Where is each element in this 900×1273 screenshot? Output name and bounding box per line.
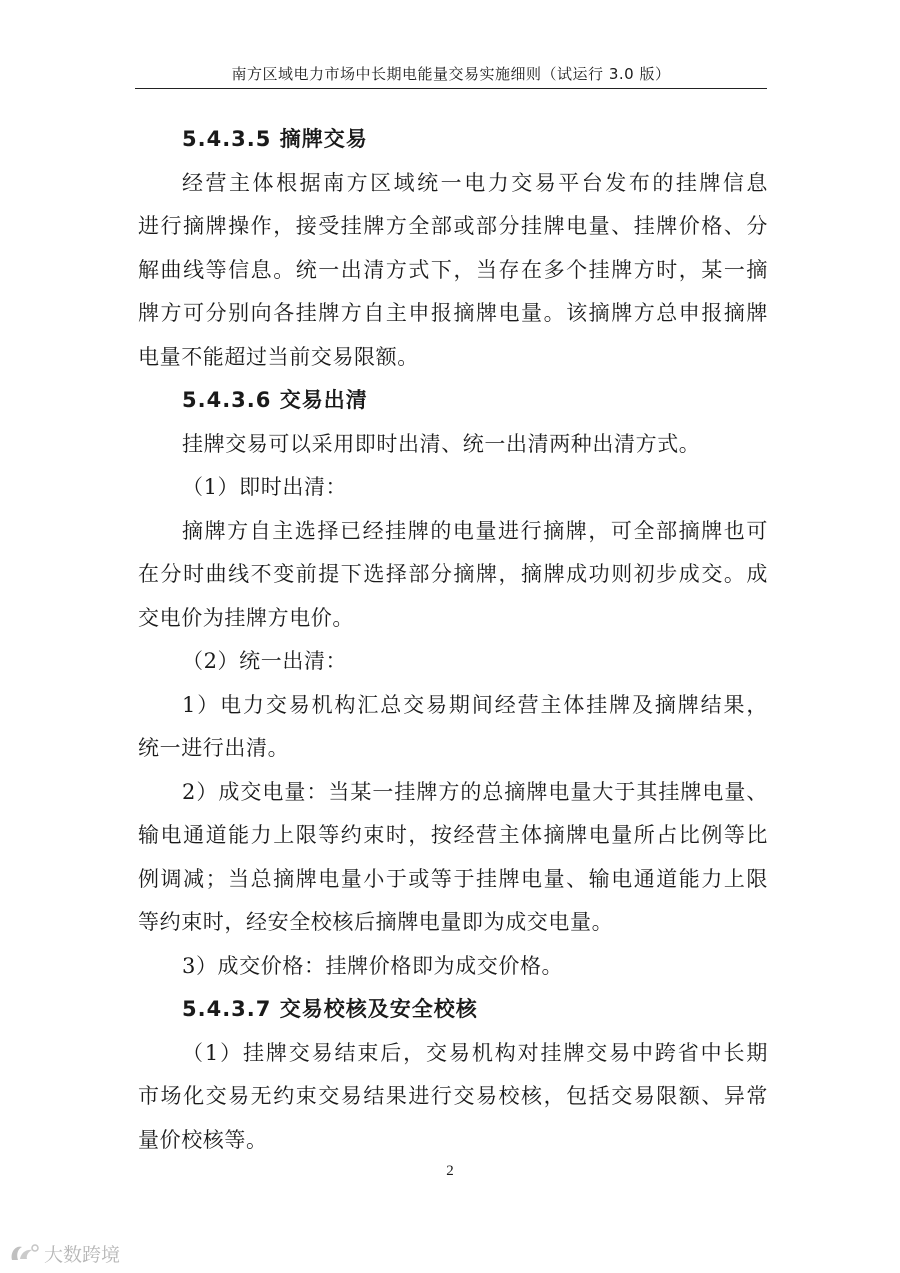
paragraph-line: 进行摘牌操作，接受挂牌方全部或部分挂牌电量、挂牌价格、分 (138, 214, 768, 238)
paragraph-line: 摘牌方自主选择已经挂牌的电量进行摘牌，可全部摘牌也可 (182, 518, 768, 543)
list-item-title: （2）统一出清： (182, 649, 348, 673)
paragraph-line: 2）成交电量：当某一挂牌方的总摘牌电量大于其挂牌电量、 (182, 779, 768, 804)
paragraph-line: 统一进行出清。 (138, 736, 290, 760)
paragraph-line: 在分时曲线不变前提下选择部分摘牌，摘牌成功则初步成交。成 (138, 562, 768, 586)
header-rule (135, 88, 767, 89)
document-body (138, 118, 768, 1162)
section-heading-5-4-3-5: 5.4.3.5 摘牌交易 (182, 127, 368, 151)
paragraph-line: （1）挂牌交易结束后，交易机构对挂牌交易中跨省中长期 (182, 1040, 768, 1065)
paragraph-line: 经营主体根据南方区域统一电力交易平台发布的挂牌信息 (182, 170, 768, 195)
watermark-text: 大数跨境 (44, 1243, 121, 1266)
paragraph-line: 市场化交易无约束交易结果进行交易校核，包括交易限额、异常 (138, 1084, 768, 1108)
paragraph-line: 牌方可分别向各挂牌方自主申报摘牌电量。该摘牌方总申报摘牌 (138, 301, 768, 325)
paragraph-line: 解曲线等信息。统一出清方式下，当存在多个挂牌方时，某一摘 (138, 257, 768, 282)
paragraph-line: 交电价为挂牌方电价。 (138, 605, 354, 630)
paragraph-line: 电量不能超过当前交易限额。 (138, 344, 419, 369)
watermark (8, 1240, 120, 1266)
paragraph-line: 例调减；当总摘牌电量小于或等于挂牌电量、输电通道能力上限 (138, 866, 768, 891)
section-heading-5-4-3-7: 5.4.3.7 交易校核及安全校核 (182, 997, 478, 1021)
brand-logo-icon (8, 1242, 40, 1264)
paragraph-line: 等约束时，经安全校核后摘牌电量即为成交电量。 (138, 910, 614, 934)
section-heading-5-4-3-6: 5.4.3.6 交易出清 (182, 388, 368, 412)
paragraph-line: 1）电力交易机构汇总交易期间经营主体挂牌及摘牌结果， (182, 692, 768, 717)
page-number: 2 (446, 1163, 454, 1179)
paragraph-line: 量价校核等。 (138, 1127, 268, 1152)
list-item-title: （1）即时出清： (182, 475, 348, 499)
paragraph-line: 挂牌交易可以采用即时出清、统一出清两种出清方式。 (182, 431, 701, 456)
paragraph-line: 3）成交价格：挂牌价格即为成交价格。 (182, 953, 564, 978)
running-header: 南方区域电力市场中长期电能量交易实施细则（试运行 3.0 版） (231, 65, 671, 83)
paragraph-line: 输电通道能力上限等约束时，按经营主体摘牌电量所占比例等比 (138, 823, 768, 847)
